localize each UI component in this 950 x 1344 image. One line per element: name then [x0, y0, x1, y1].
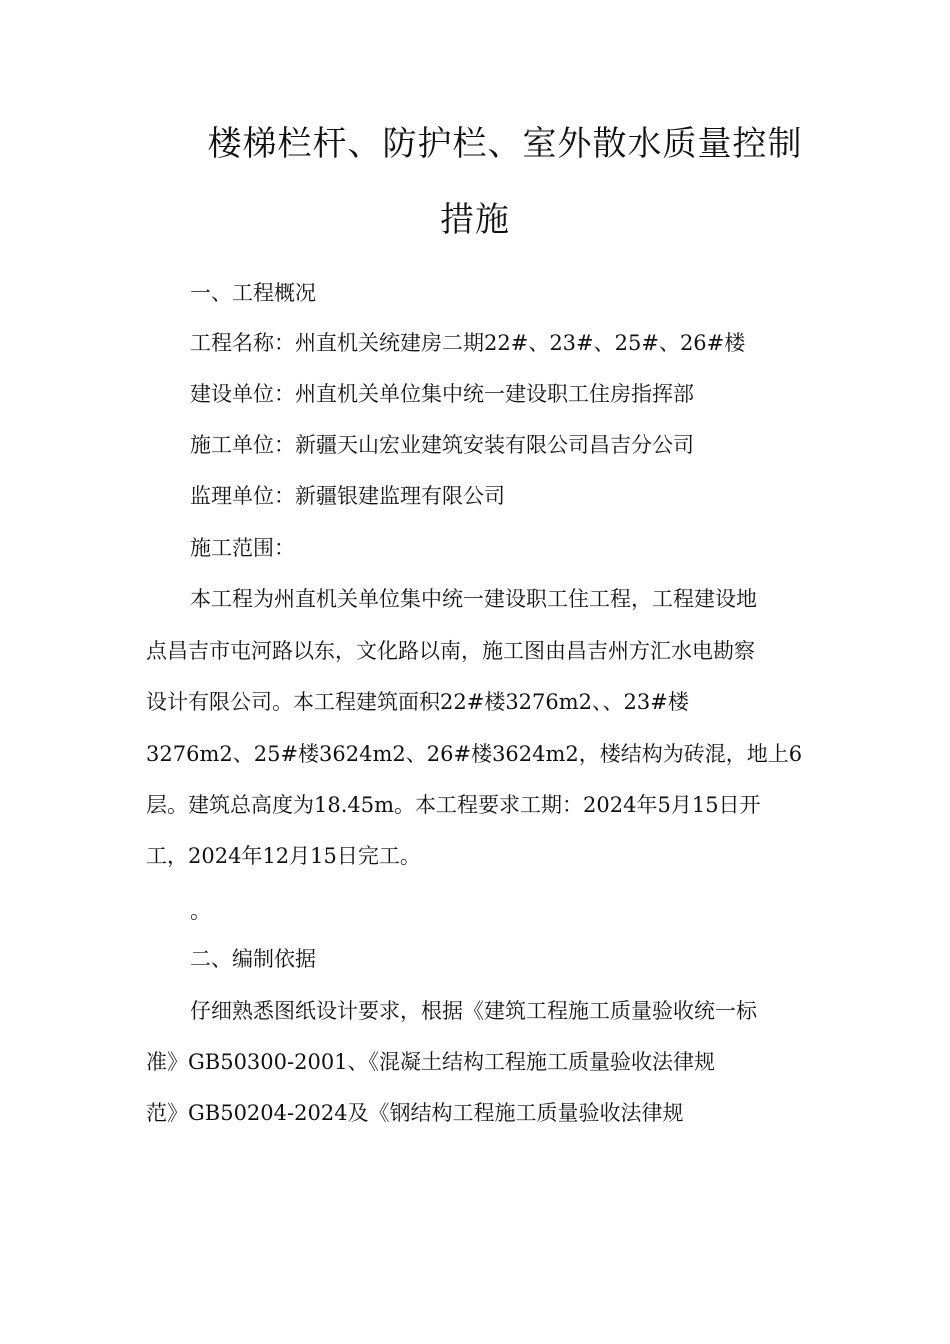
- stray-period: 。: [190, 899, 211, 923]
- basis-paragraph-line: 范》GB50204-2024及《钢结构工程施工质量验收法律规: [146, 1101, 684, 1125]
- scope-paragraph-line: 点昌吉市屯河路以东，文化路以南，施工图由昌吉州方汇水电勘察: [146, 639, 755, 663]
- scope-paragraph-line: 本工程为州直机关单位集中统一建设职工住工程，工程建设地: [190, 587, 757, 611]
- scope-label: 施工范围：: [190, 536, 295, 560]
- scope-paragraph-line: 3276m2、25#楼3624m2、26#楼3624m2，楼结构为砖混，地上6: [146, 742, 803, 766]
- scope-paragraph-line: 设计有限公司。本工程建筑面积22#楼3276m2、、23#楼: [146, 690, 689, 714]
- basis-paragraph-line: 准》GB50300-2001、《混凝土结构工程施工质量验收法律规: [146, 1050, 716, 1074]
- scope-paragraph-line: 层。建筑总高度为18.45m。本工程要求工期：2024年5月15日开: [146, 793, 761, 817]
- section-heading-basis: 二、编制依据: [190, 947, 316, 971]
- document-title-line-2: 措施: [440, 200, 510, 240]
- supervision-unit: 监理单位：新疆银建监理有限公司: [190, 484, 505, 508]
- project-name: 工程名称：州直机关统建房二期22#、23#、25#、26#楼: [190, 331, 746, 355]
- scope-paragraph-line: 工，2024年12月15日完工。: [146, 844, 421, 868]
- construction-unit: 建设单位：州直机关单位集中统一建设职工住房指挥部: [190, 382, 694, 406]
- document-title-line-1: 楼梯栏杆、防护栏、室外散水质量控制: [207, 124, 803, 164]
- builder-unit: 施工单位：新疆天山宏业建筑安装有限公司昌吉分公司: [190, 433, 694, 457]
- basis-paragraph-line: 仔细熟悉图纸设计要求，根据《建筑工程施工质量验收统一标: [190, 999, 757, 1023]
- section-heading-overview: 一、工程概况: [190, 281, 316, 305]
